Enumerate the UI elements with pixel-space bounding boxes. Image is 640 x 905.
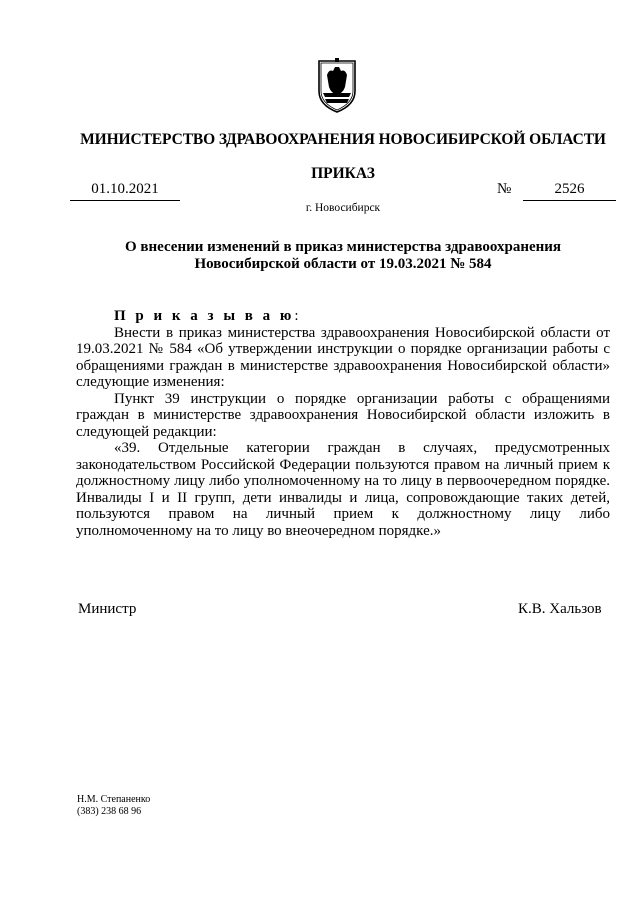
order-colon: : (294, 308, 299, 324)
signer-name: К.В. Хальзов (518, 601, 602, 617)
date-underline (70, 200, 180, 201)
order-number: 2526 (554, 181, 585, 197)
subject-line-1: О внесении изменений в приказ министерства здравоохранения (124, 239, 562, 255)
paragraph-2: Пункт 39 инструкции о порядке организации работы с обращениями граждан в министерстве здравоохранения Новосибирской области изложить в следующей редакции: (76, 390, 610, 440)
ministry-title: МИНИСТЕРСТВО ЗДРАВООХРАНЕНИЯ НОВОСИБИРСКОЙ ОБЛАСТИ (80, 131, 606, 148)
paragraph-1: Внести в приказ министерства здравоохранения Новосибирской области от 19.03.2021 № 584 «Об утверждении инструкции о порядке организации работы с обращениями граждан в министерстве здравоохранения Новосибирской области» следующие изменения: (76, 324, 610, 390)
city: г. Новосибирск (305, 202, 381, 214)
order-subject (100, 239, 586, 273)
executor-phone: (383) 238 68 96 (77, 806, 142, 817)
coat-of-arms-icon (313, 57, 361, 115)
subject-line-2: Новосибирской области от 19.03.2021 № 584 (194, 256, 492, 272)
signer-position: Министр (78, 601, 137, 617)
executor-info (77, 794, 150, 818)
order-date: 01.10.2021 (91, 181, 159, 197)
number-underline (523, 200, 616, 201)
document-type: ПРИКАЗ (311, 165, 375, 182)
order-body (76, 308, 610, 539)
order-word: П р и к а з ы в а ю (114, 308, 295, 324)
order-heading (76, 308, 610, 325)
number-sign: № (497, 181, 512, 197)
paragraph-3: «39. Отдельные категории граждан в случаях, предусмотренных законодательством Российской Федерации пользуются правом на личный прием к должностному лицу либо уполномоченному на то лицу в первоочередном порядке. Инвалиды I и II групп, дети инвалиды и лица, сопровождающие таких детей, пользуются правом на личный прием к должностному лицу либо уполномоченному на то лицу во внеочередном порядке.» (76, 440, 610, 539)
executor-name: Н.М. Степаненко (77, 794, 151, 805)
